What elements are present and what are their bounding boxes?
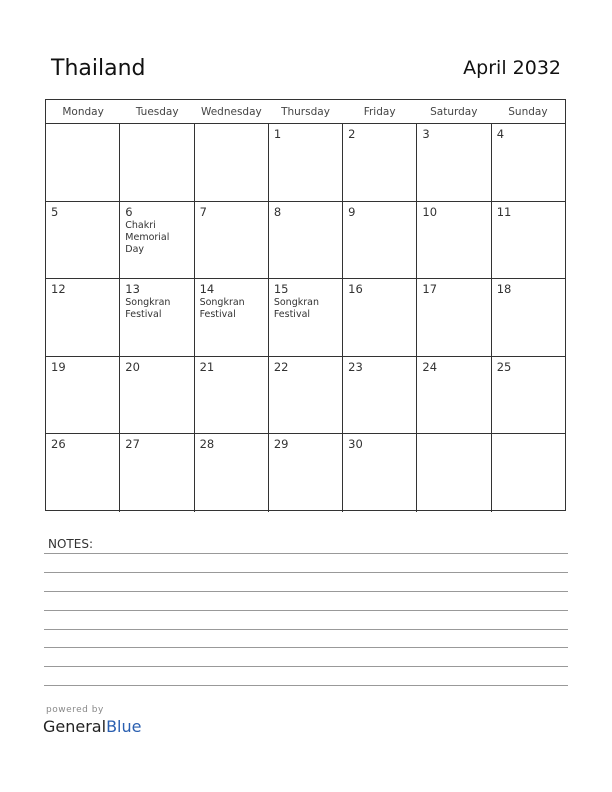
day-cell [46, 202, 120, 279]
weekday-header-row [46, 100, 565, 124]
day-cell [269, 434, 343, 512]
day-number: 18 [496, 282, 512, 297]
weekday-thursday: Thursday [281, 106, 330, 118]
holiday-label [125, 297, 193, 321]
day-cell [492, 434, 565, 512]
day-cell [269, 357, 343, 434]
day-cell [343, 434, 417, 512]
day-number: 2 [348, 127, 356, 141]
holiday-line: Festival [199, 309, 236, 321]
weekday-wednesday: Wednesday [200, 106, 262, 118]
day-cell [492, 279, 565, 356]
holiday-line: Songkran [125, 297, 171, 309]
day-number: 23 [348, 359, 363, 374]
brand-general: General [43, 717, 107, 736]
calendar-grid [45, 99, 566, 511]
holiday-line: Day [125, 243, 145, 255]
day-number: 21 [199, 359, 215, 374]
weekday-monday: Monday [62, 106, 104, 118]
day-cell [46, 357, 120, 434]
day-number: 27 [125, 437, 140, 452]
day-cell [492, 124, 565, 201]
day-number: 5 [51, 204, 59, 219]
day-cell [492, 202, 565, 279]
holiday-line: Songkran [273, 297, 319, 309]
day-number: 16 [348, 282, 363, 297]
day-cell [343, 357, 417, 434]
holiday-label [274, 297, 342, 321]
notes-label: NOTES: [48, 537, 93, 551]
day-cell [343, 124, 417, 201]
day-number: 13 [125, 282, 140, 297]
day-number: 12 [51, 282, 66, 297]
holiday-line: Songkran [199, 297, 245, 309]
day-number: 22 [273, 359, 289, 374]
day-cell [195, 357, 269, 434]
day-number: 24 [422, 359, 438, 374]
day-cell [120, 202, 194, 279]
day-number: 20 [125, 359, 140, 374]
day-cell [417, 434, 491, 512]
brand-logo [43, 717, 141, 736]
holiday-label [200, 297, 268, 321]
holiday-label [125, 220, 193, 256]
day-number: 9 [348, 204, 356, 219]
holiday-line: Festival [273, 309, 311, 321]
country-title: Thailand [51, 56, 146, 81]
day-cell [195, 124, 269, 201]
day-cell [269, 202, 343, 279]
week-row [46, 357, 565, 435]
day-number: 14 [199, 282, 215, 297]
week-row [46, 202, 565, 280]
day-cell [195, 279, 269, 356]
note-line [44, 666, 568, 667]
holiday-line: Festival [125, 309, 162, 321]
day-number: 11 [496, 204, 512, 219]
day-number: 7 [199, 204, 207, 219]
brand-blue: Blue [106, 717, 142, 736]
day-cell [417, 279, 491, 356]
day-cell [269, 279, 343, 356]
day-cell [417, 202, 491, 279]
day-cell [120, 357, 194, 434]
day-number: 26 [51, 437, 66, 452]
day-cell [120, 124, 194, 201]
weekday-friday: Friday [363, 106, 396, 118]
day-cell [46, 124, 120, 201]
day-cell [120, 279, 194, 356]
day-cell [417, 357, 491, 434]
day-cell [343, 279, 417, 356]
note-line [44, 572, 568, 573]
note-line [44, 629, 568, 630]
week-row [46, 279, 565, 357]
day-number: 8 [273, 204, 282, 219]
day-cell [195, 202, 269, 279]
week-row [46, 124, 565, 202]
holiday-line: Memorial [125, 231, 170, 243]
weekday-saturday: Saturday [430, 106, 478, 118]
day-number: 28 [199, 437, 215, 452]
day-cell [195, 434, 269, 512]
day-number: 17 [422, 282, 438, 297]
day-cell [46, 279, 120, 356]
day-number: 10 [422, 204, 438, 219]
weekday-sunday: Sunday [508, 106, 548, 118]
day-cell [343, 202, 417, 279]
day-number: 29 [273, 437, 289, 452]
day-number: 3 [422, 127, 430, 141]
month-title: April 2032 [463, 57, 561, 79]
powered-by-text: powered by [46, 705, 104, 715]
note-line [44, 685, 568, 686]
day-cell [492, 357, 565, 434]
day-number: 25 [496, 359, 512, 374]
note-line [44, 553, 568, 554]
weekday-tuesday: Tuesday [135, 106, 179, 118]
holiday-line: Chakri [125, 219, 156, 231]
note-line [44, 591, 568, 592]
note-line [44, 647, 568, 648]
day-number: 30 [348, 437, 363, 452]
day-cell [46, 434, 120, 512]
day-number: 1 [273, 127, 282, 141]
day-number: 4 [496, 127, 505, 141]
week-row [46, 434, 565, 512]
day-cell [120, 434, 194, 512]
day-number: 19 [51, 359, 66, 374]
day-number: 6 [125, 204, 133, 219]
day-cell [417, 124, 491, 201]
note-line [44, 610, 568, 611]
day-number: 15 [273, 282, 289, 297]
day-cell [269, 124, 343, 201]
